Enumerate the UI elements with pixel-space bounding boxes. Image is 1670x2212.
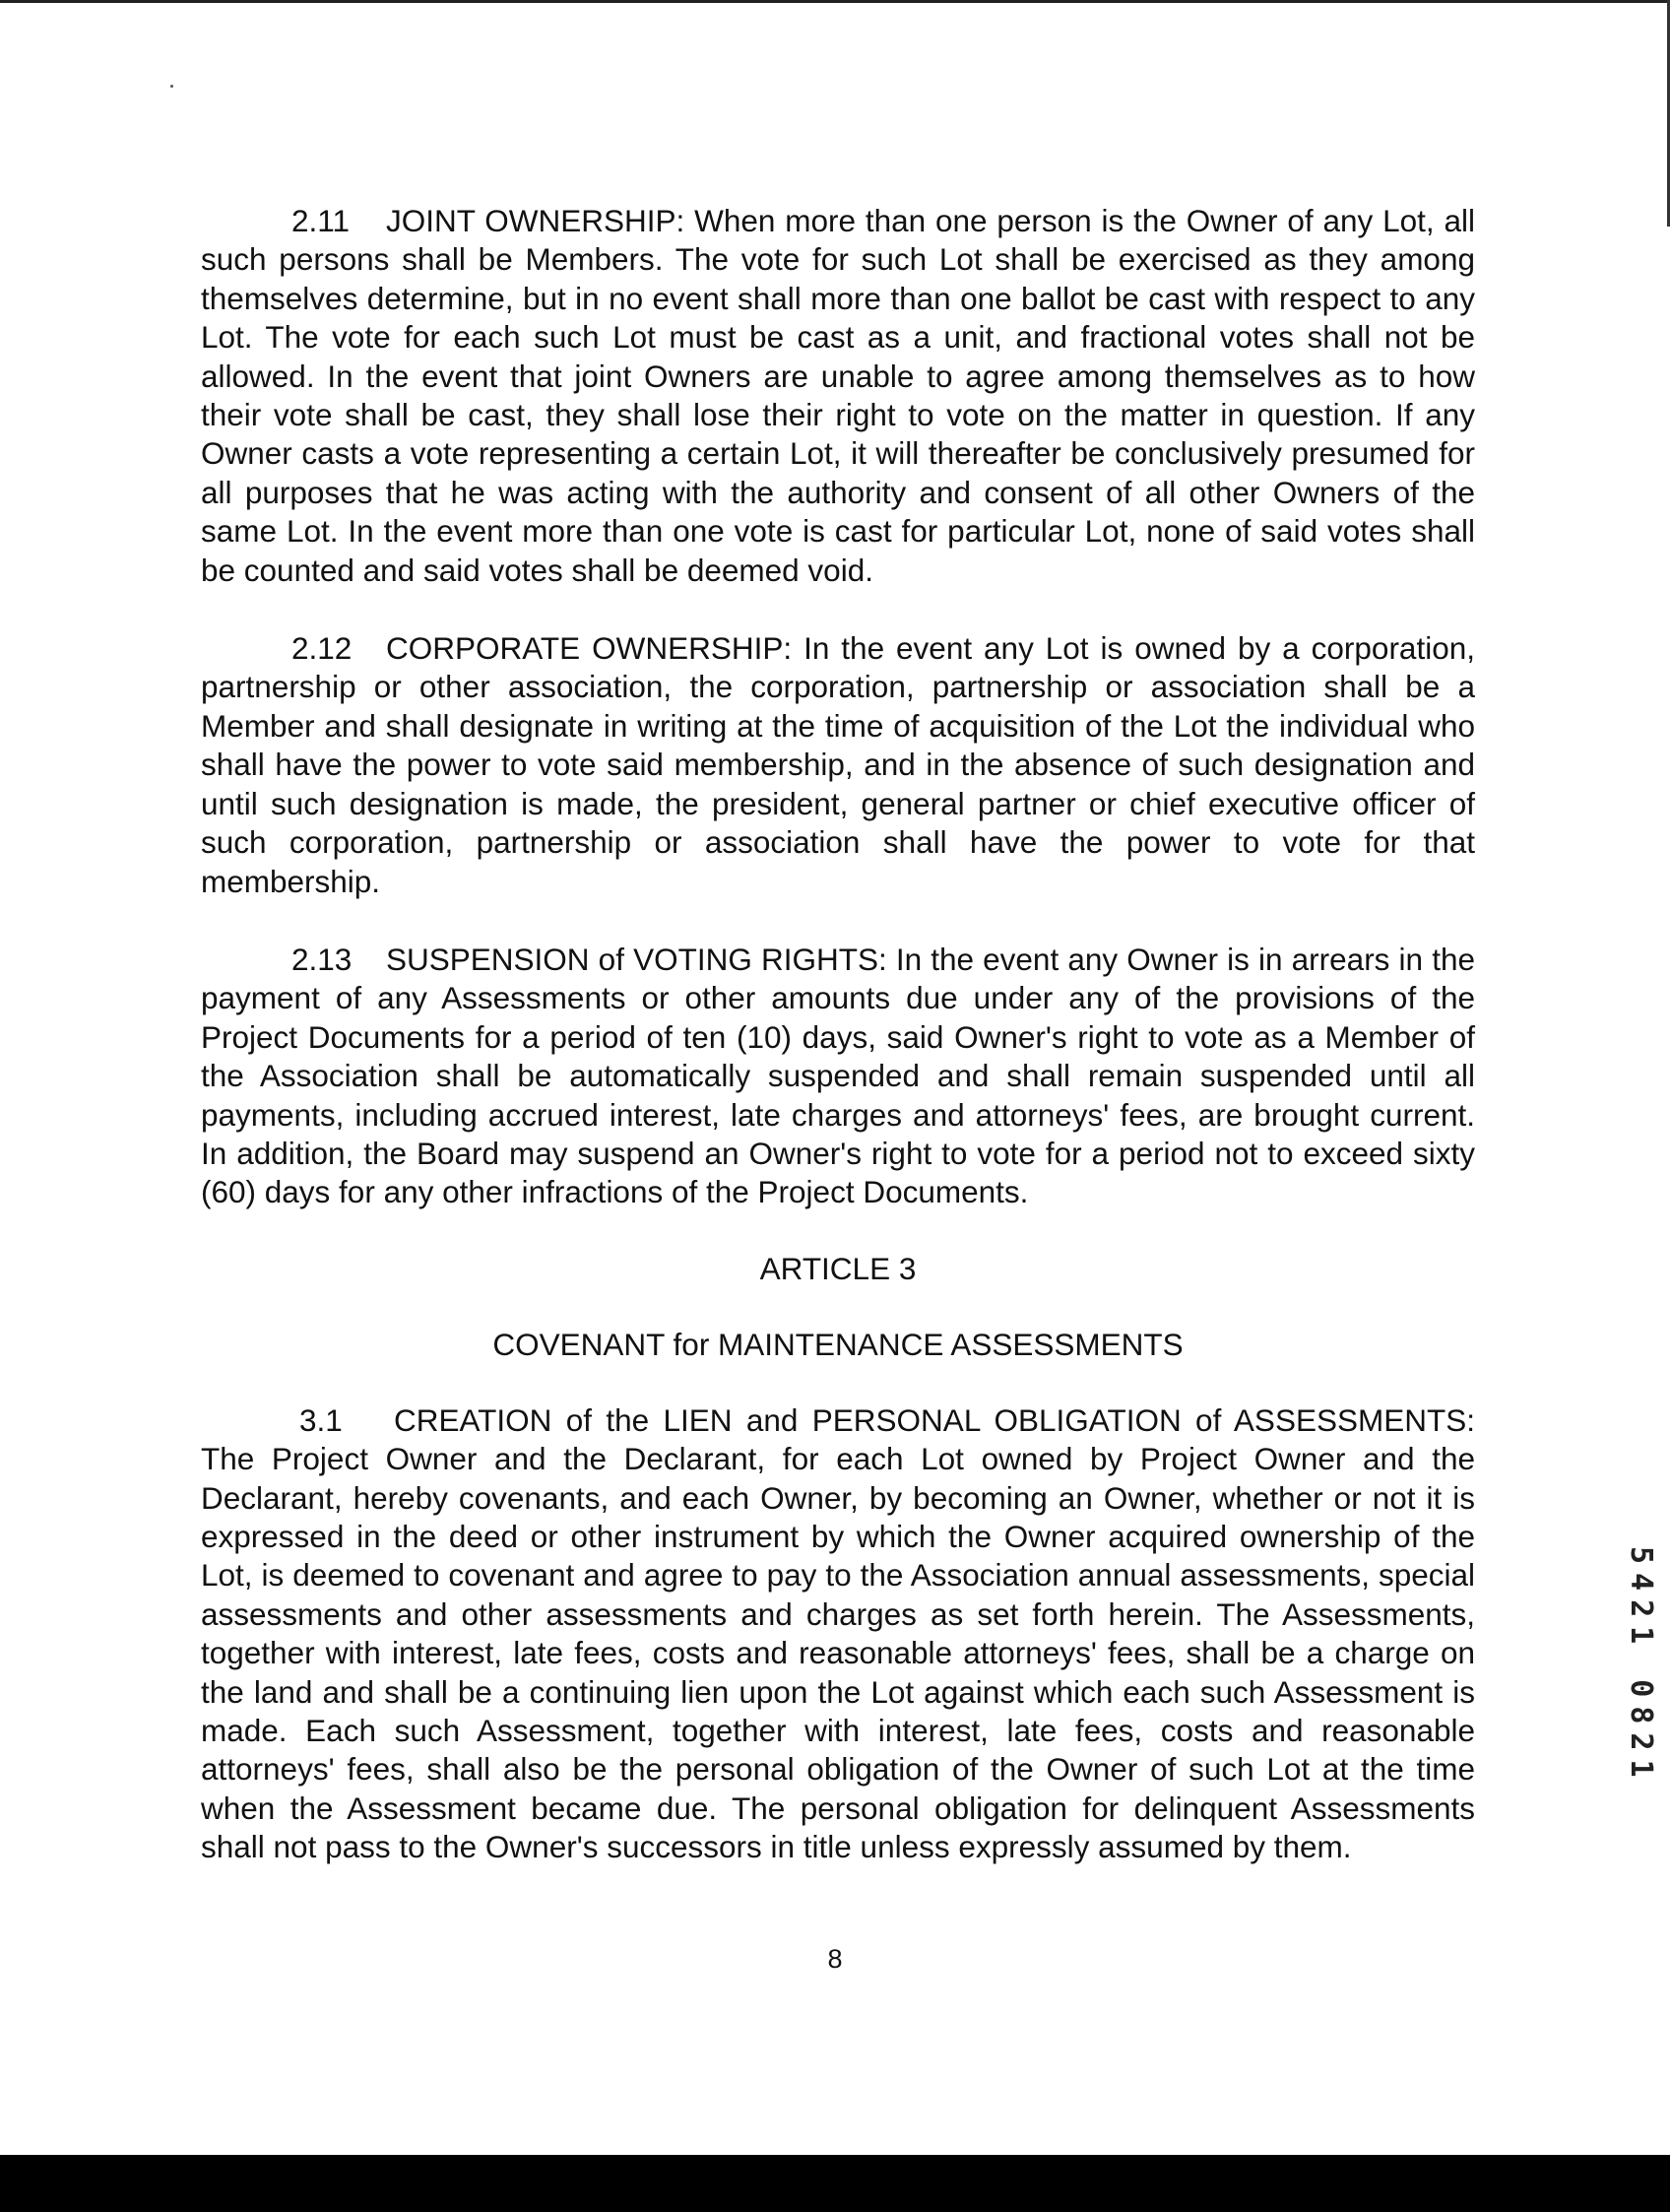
spacer xyxy=(201,1364,1475,1401)
scan-edge-bottom xyxy=(0,2155,1670,2212)
section-text: SUSPENSION of VOTING RIGHTS: In the event any Owner is in arrears in the payment of any Assessments or other amounts due under any of the provisions of the Project Documents for a period of ten (10) days, said Owner's right to vote as a Member of the Association shall be automatically suspended and shall remain suspended until all payments, including accrued interest, late charges and attorneys' fees, are brought current. In addition, the Board may suspend an Owner's right to vote for a period not to exceed sixty (60) days for any other infractions of the Project Documents. xyxy=(201,941,1475,1210)
margin-stamp-text: 5421 0821 xyxy=(1624,1546,1658,1787)
section-text: JOINT OWNERSHIP: When more than one person is the Owner of any Lot, all such persons shall be Members. The vote for such Lot shall be exercised as they among themselves determine, but in no event shall more than one ballot be cast with respect to any Lot. The vote for each such Lot must be cast as a unit, and fractional votes shall not be allowed. In the event that joint Owners are unable to agree among themselves as to how their vote shall be cast, they shall lose their right to vote on the matter in question. If any Owner casts a vote representing a certain Lot, it will thereafter be conclusively presumed for all purposes that he was acting with the authority and consent of all other Owners of the same Lot. In the event more than one vote is cast for particular Lot, none of said votes shall be counted and said votes shall be deemed void. xyxy=(201,203,1475,588)
document-body xyxy=(201,202,1475,1867)
section-2-12 xyxy=(201,629,1475,901)
scan-edge-top xyxy=(0,0,1670,3)
section-number: 3.1 xyxy=(299,1401,343,1438)
section-text: CORPORATE OWNERSHIP: In the event any Lot is owned by a corporation, partnership or other association, the corporation, partnership or association shall be a Member and shall designate in writing at the time of acquisition of the Lot the individual who shall have the power to vote said membership, and in the absence of such designation and until such designation is made, the president, general partner or chief executive officer of such corporation, partnership or association shall have the power to vote for that membership. xyxy=(201,630,1475,899)
margin-stamp xyxy=(1623,1546,1658,1881)
spacer xyxy=(201,901,1475,941)
article-title: COVENANT for MAINTENANCE ASSESSMENTS xyxy=(492,1326,1184,1362)
scan-speck xyxy=(170,85,173,88)
spacer xyxy=(201,590,1475,629)
page-number: 8 xyxy=(827,1944,843,1974)
section-2-13 xyxy=(201,941,1475,1212)
section-3-1 xyxy=(201,1401,1475,1867)
spacer xyxy=(201,1212,1475,1250)
section-number: 2.13 xyxy=(291,941,353,977)
section-text: CREATION of the LIEN and PERSONAL OBLIGATION of ASSESSMENTS: The Project Owner and the Declarant, for each Lot owned by Project Owner and the Declarant, hereby covenants, and each Owner, by becoming an Owner, whether or not it is expressed in the deed or other instrument by which the Owner acquired ownership of the Lot, is deemed to covenant and agree to pay to the Association annual assessments, special assessments and other assessments and charges as set forth herein. The Assessments, together with interest, late fees, costs and reasonable attorneys' fees, shall be a charge on the land and shall be a continuing lien upon the Lot against which each such Assessment is made. Each such Assessment, together with interest, late fees, costs and reasonable attorneys' fees, shall also be the personal obligation of the Owner of such Lot at the time when the Assessment became due. The personal obligation for delinquent Assessments shall not pass to the Owner's successors in title unless expressly assumed by them. xyxy=(201,1401,1475,1865)
section-number: 2.11 xyxy=(291,203,350,238)
section-number: 2.12 xyxy=(291,630,353,667)
article-heading: ARTICLE 3 xyxy=(759,1250,917,1286)
spacer xyxy=(201,1288,1475,1326)
section-2-11 xyxy=(201,202,1475,590)
